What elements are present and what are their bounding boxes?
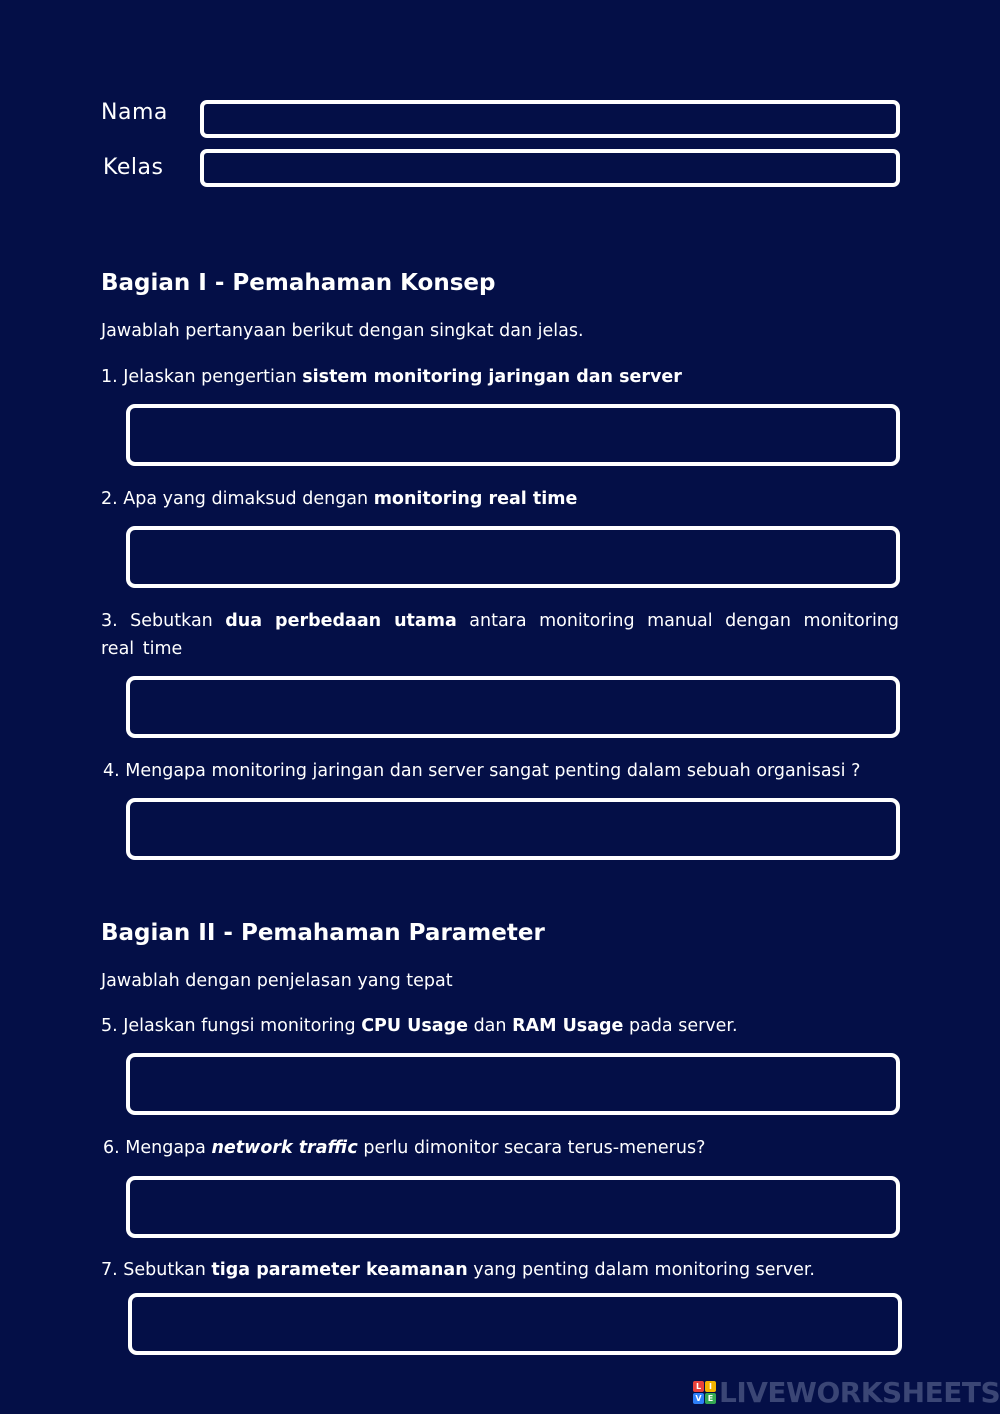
answer-5-field[interactable] xyxy=(126,1053,900,1115)
question-4 xyxy=(103,757,860,785)
question-1-prefix: 1. Jelaskan pengertian xyxy=(101,367,303,387)
logo-letter-i: I xyxy=(705,1381,716,1392)
question-7-suffix: yang penting dalam monitoring server. xyxy=(467,1260,815,1280)
question-2-prefix: 2. Apa yang dimaksud dengan xyxy=(101,489,374,509)
question-6 xyxy=(103,1134,705,1162)
logo-letter-e: E xyxy=(705,1393,716,1404)
question-3-suffix: antara monitoring manual dengan monitoring real time xyxy=(101,611,900,659)
question-7-prefix: 7. Sebutkan xyxy=(101,1260,212,1280)
question-4-text: 4. Mengapa monitoring jaringan dan server sangat penting dalam sebuah organisasi ? xyxy=(103,761,861,781)
question-5-suffix: pada server. xyxy=(623,1016,738,1036)
section-2-heading: Bagian II - Pemahaman Parameter xyxy=(101,920,545,946)
question-1-keyword: sistem monitoring jaringan dan server xyxy=(302,367,682,387)
question-5-prefix: 5. Jelaskan fungsi monitoring xyxy=(101,1016,362,1036)
section-1-instruction: Jawablah pertanyaan berikut dengan singkat dan jelas. xyxy=(101,321,584,341)
question-3 xyxy=(101,607,899,663)
question-3-prefix: 3. Sebutkan xyxy=(101,611,226,631)
name-label: Nama xyxy=(101,100,168,125)
section-1-heading: Bagian I - Pemahaman Konsep xyxy=(101,270,496,296)
question-5-mid: dan xyxy=(468,1016,513,1036)
question-3-keyword: dua perbedaan utama xyxy=(225,611,457,631)
logo-letter-l: L xyxy=(693,1381,704,1392)
question-7-keyword: tiga parameter keamanan xyxy=(211,1260,468,1280)
question-6-prefix: 6. Mengapa xyxy=(103,1138,212,1158)
question-5 xyxy=(101,1012,738,1040)
answer-6-field[interactable] xyxy=(126,1176,900,1238)
name-field[interactable] xyxy=(200,100,900,138)
question-5-keyword-ram: RAM Usage xyxy=(512,1016,624,1036)
question-7 xyxy=(101,1256,815,1284)
answer-7-field[interactable] xyxy=(128,1293,902,1355)
logo-letter-v: V xyxy=(693,1393,704,1404)
liveworksheets-wordmark: LIVEWORKSHEETS xyxy=(719,1376,1000,1409)
liveworksheets-watermark xyxy=(693,1376,1000,1409)
liveworksheets-logo-icon xyxy=(693,1381,716,1404)
answer-3-field[interactable] xyxy=(126,676,900,738)
question-6-keyword: network traffic xyxy=(211,1138,358,1158)
question-1 xyxy=(101,363,682,391)
section-2-instruction: Jawablah dengan penjelasan yang tepat xyxy=(101,971,453,991)
question-5-keyword-cpu: CPU Usage xyxy=(361,1016,468,1036)
answer-2-field[interactable] xyxy=(126,526,900,588)
question-2-keyword: monitoring real time xyxy=(373,489,578,509)
class-label: Kelas xyxy=(103,155,164,180)
answer-1-field[interactable] xyxy=(126,404,900,466)
question-2 xyxy=(101,485,577,513)
question-6-suffix: perlu dimonitor secara terus-menerus? xyxy=(357,1138,706,1158)
answer-4-field[interactable] xyxy=(126,798,900,860)
class-field[interactable] xyxy=(200,149,900,187)
